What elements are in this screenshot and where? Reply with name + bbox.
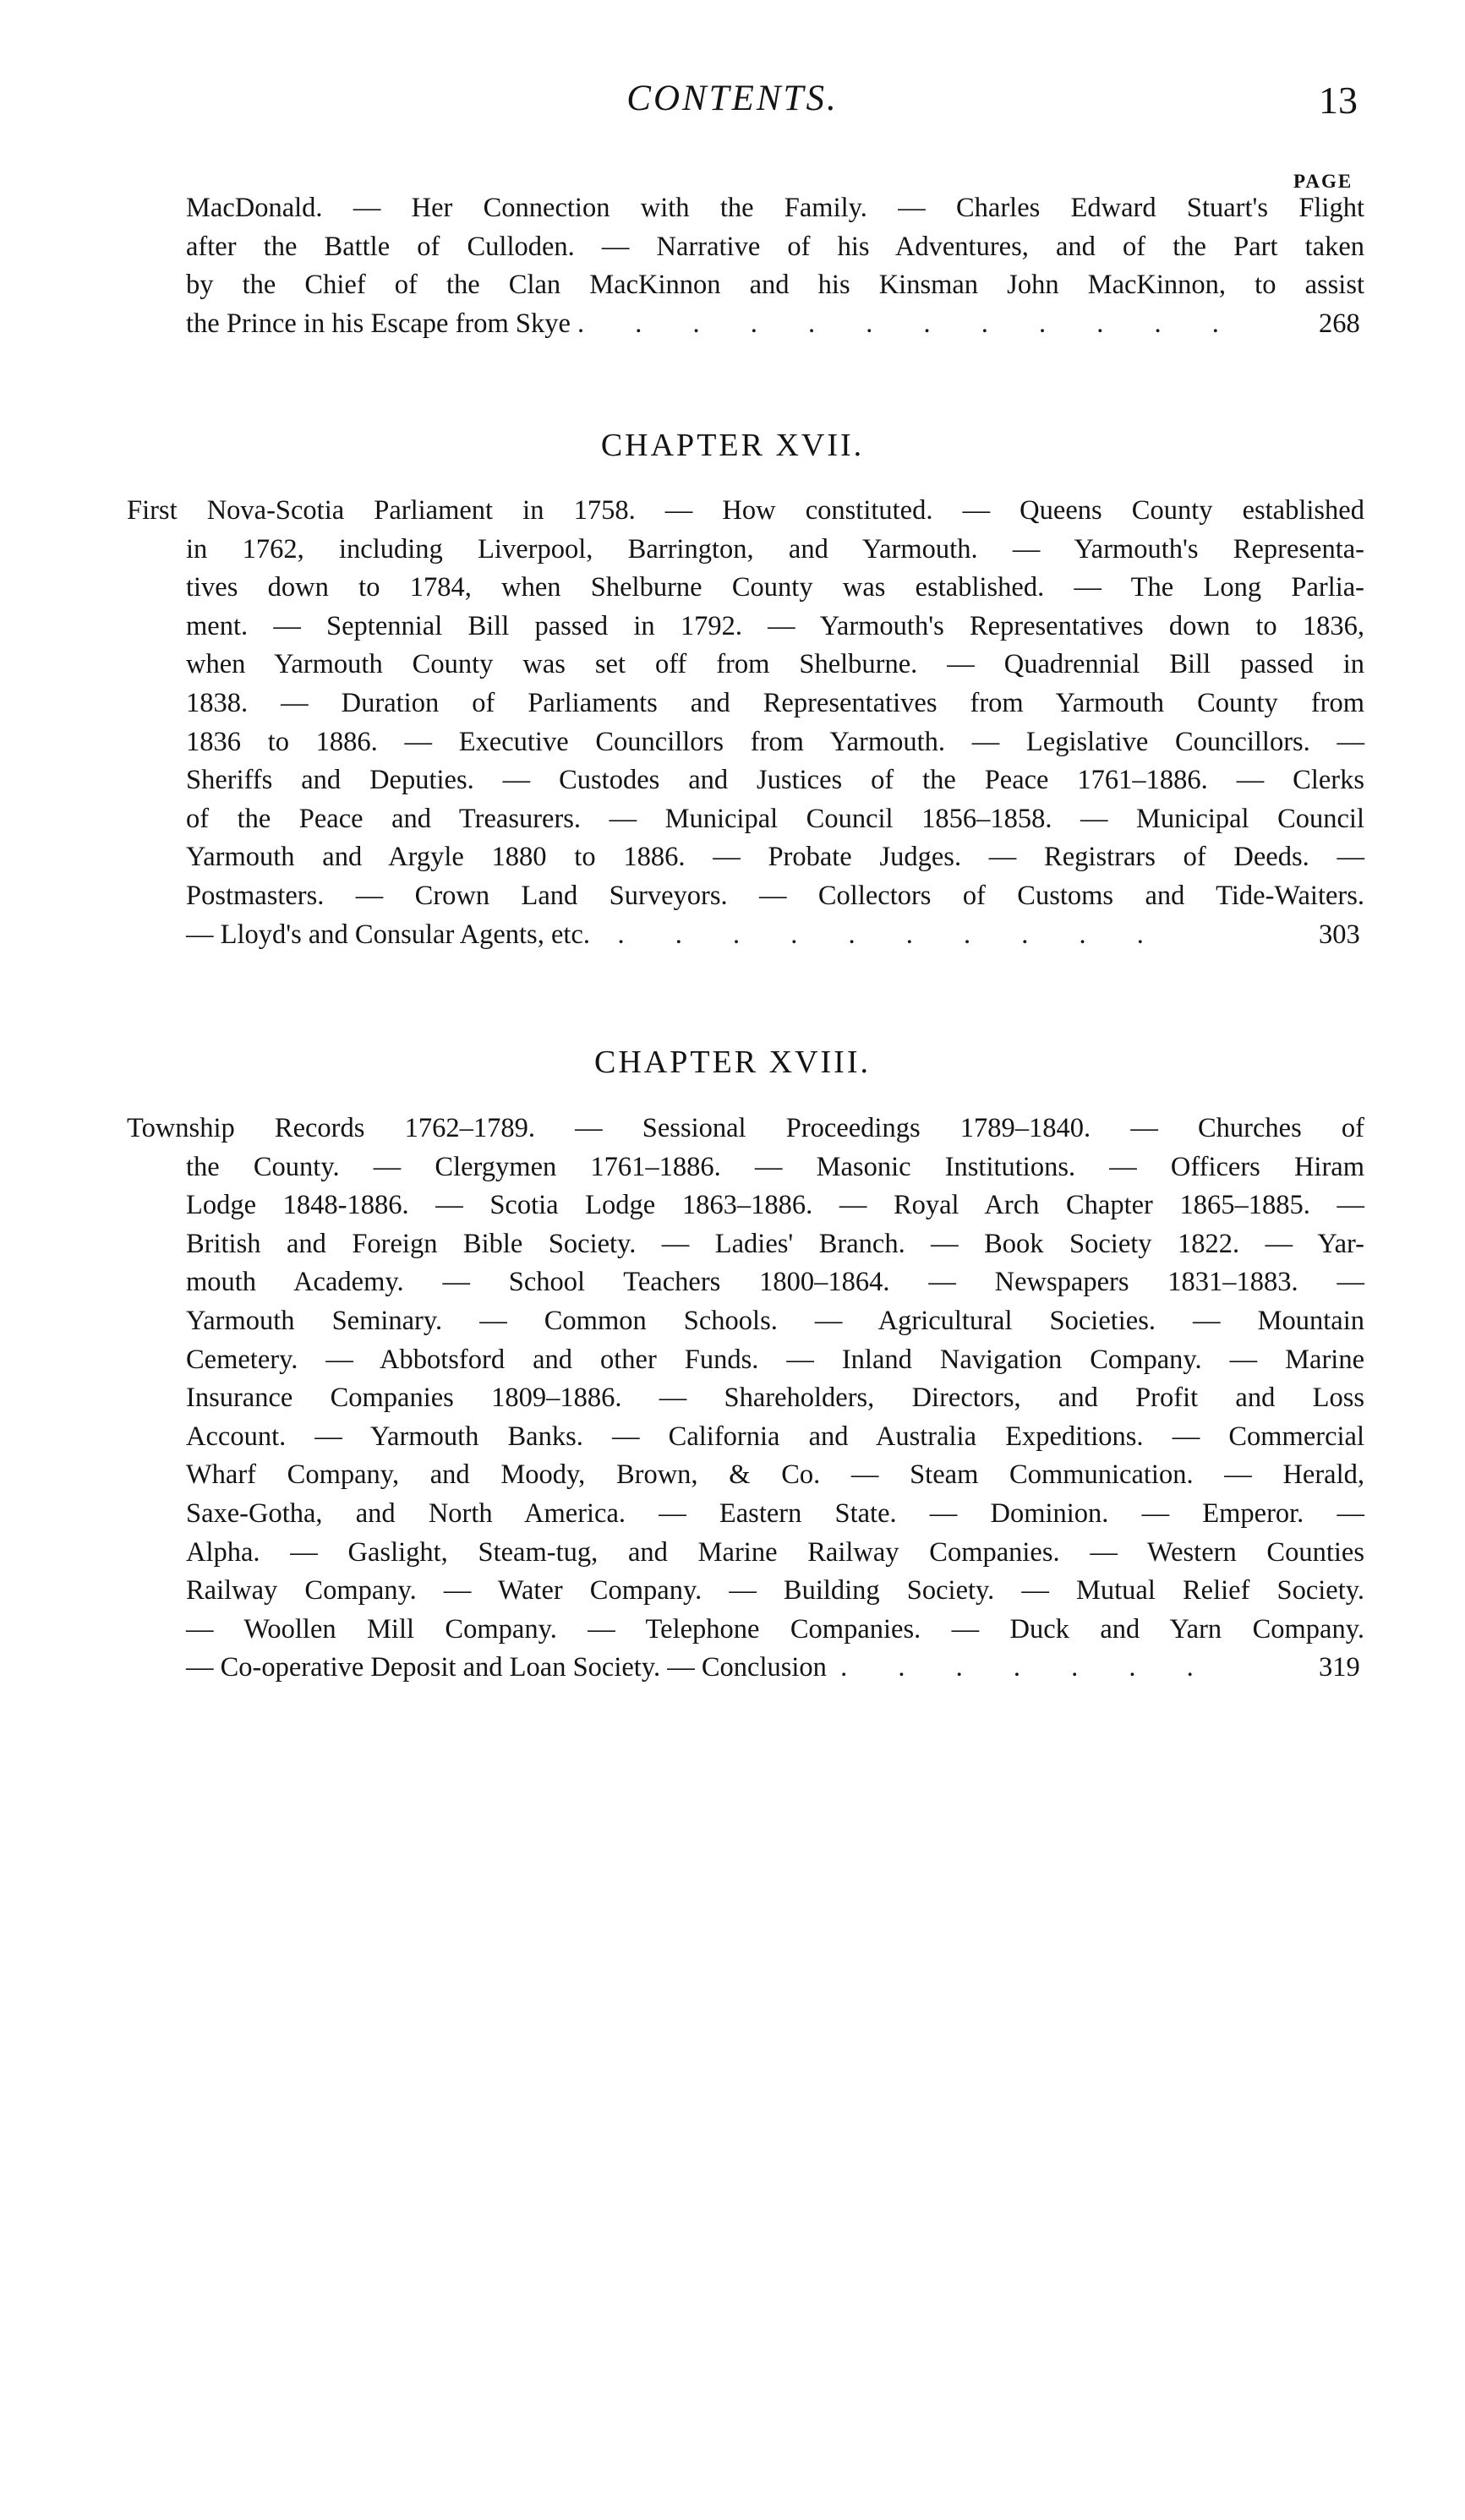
entry-page-number: 319 [1319,1652,1360,1683]
entry-line: Lodge 1848-1886. — Scotia Lodge 1863–1886. — Royal Arch Chapter 1865–1885. — [186,1190,1364,1221]
page-number: 13 [1319,79,1358,122]
leader-dots: . . . . . . . [840,1652,1216,1683]
entry-line: Insurance Companies 1809–1886. — Shareholders, Directors, and Profit and Loss [186,1383,1364,1414]
entry-line: in 1762, including Liverpool, Barrington, and Yarmouth. — Yarmouth's Representa- [186,533,1364,565]
entry-line: First Nova-Scotia Parliament in 1758. — How constituted. — Queens County established [127,495,1364,526]
entry-line: when Yarmouth County was set off from Shelburne. — Quadrennial Bill passed in [186,649,1364,680]
toc-entry-chapter-18 [127,1110,1364,1688]
entry-line-text: the Prince in his Escape from Skye [186,308,571,339]
entry-line: of the Peace and Treasurers. — Municipal Council 1856–1858. — Municipal Council [186,803,1364,834]
entry-page-number: 303 [1319,919,1360,950]
running-title: CONTENTS. [626,79,839,118]
entry-line: British and Foreign Bible Society. — Ladies' Branch. — Book Society 1822. — Yar- [186,1228,1364,1259]
entry-line: the County. — Clergymen 1761–1886. — Masonic Institutions. — Officers Hiram [186,1151,1364,1182]
entry-line: Railway Company. — Water Company. — Building Society. — Mutual Relief Society. [186,1575,1364,1606]
entry-line: mouth Academy. — School Teachers 1800–1864. — Newspapers 1831–1883. — [186,1267,1364,1298]
page-column-label: PAGE [1293,171,1353,192]
entry-line-last [127,916,1364,955]
entry-line: after the Battle of Culloden. — Narrative of his Adventures, and of the Part taken [186,231,1364,262]
entry-line-text: — Lloyd's and Consular Agents, etc. [186,919,590,950]
entry-line: ment. — Septennial Bill passed in 1792. — Yarmouth's Representatives down to 1836, [186,610,1364,641]
entry-line-last [127,1649,1364,1688]
entry-line: 1838. — Duration of Parliaments and Representatives from Yarmouth County from [186,687,1364,718]
toc-entry-chapter-17 [127,492,1364,954]
chapter-heading: CHAPTER XVIII. [594,1045,871,1080]
entry-page-number: 268 [1319,308,1360,339]
entry-line: Wharf Company, and Moody, Brown, & Co. — Steam Communication. — Herald, [186,1459,1364,1491]
entry-line-last [186,305,1364,344]
entry-line: — Woollen Mill Company. — Telephone Companies. — Duck and Yarn Company. [186,1613,1364,1645]
entry-line: Yarmouth Seminary. — Common Schools. — Agricultural Societies. — Mountain [186,1305,1364,1336]
leader-dots: . . . . . . . . . . [617,919,1166,950]
leader-dots: . . . . . . . . . . . . [577,308,1241,339]
entry-line: Account. — Yarmouth Banks. — California and Australia Expeditions. — Commercial [186,1421,1364,1452]
entry-line: Township Records 1762–1789. — Sessional Proceedings 1789–1840. — Churches of [127,1113,1364,1143]
entry-line-text: — Co-operative Deposit and Loan Society. — Conclusion [186,1652,827,1683]
entry-line: tives down to 1784, when Shelburne County was established. — The Long Parlia- [186,572,1364,603]
entry-line: Postmasters. — Crown Land Surveyors. — Collectors of Customs and Tide-Waiters. [186,880,1364,911]
chapter-heading: CHAPTER XVII. [600,428,865,463]
entry-line: by the Chief of the Clan MacKinnon and his Kinsman John MacKinnon, to assist [186,270,1364,301]
entry-line: MacDonald. — Her Connection with the Family. — Charles Edward Stuart's Flight [186,193,1364,223]
toc-entry-continuation [186,189,1364,343]
entry-line: Sheriffs and Deputies. — Custodes and Justices of the Peace 1761–1886. — Clerks [186,765,1364,796]
entry-line: Alpha. — Gaslight, Steam-tug, and Marine Railway Companies. — Western Counties [186,1536,1364,1568]
entry-line: Yarmouth and Argyle 1880 to 1886. — Probate Judges. — Registrars of Deeds. — [186,842,1364,873]
entry-line: Saxe-Gotha, and North America. — Eastern State. — Dominion. — Emperor. — [186,1497,1364,1529]
entry-line: Cemetery. — Abbotsford and other Funds. — Inland Navigation Company. — Marine [186,1344,1364,1375]
entry-line: 1836 to 1886. — Executive Councillors from Yarmouth. — Legislative Councillors. — [186,726,1364,757]
